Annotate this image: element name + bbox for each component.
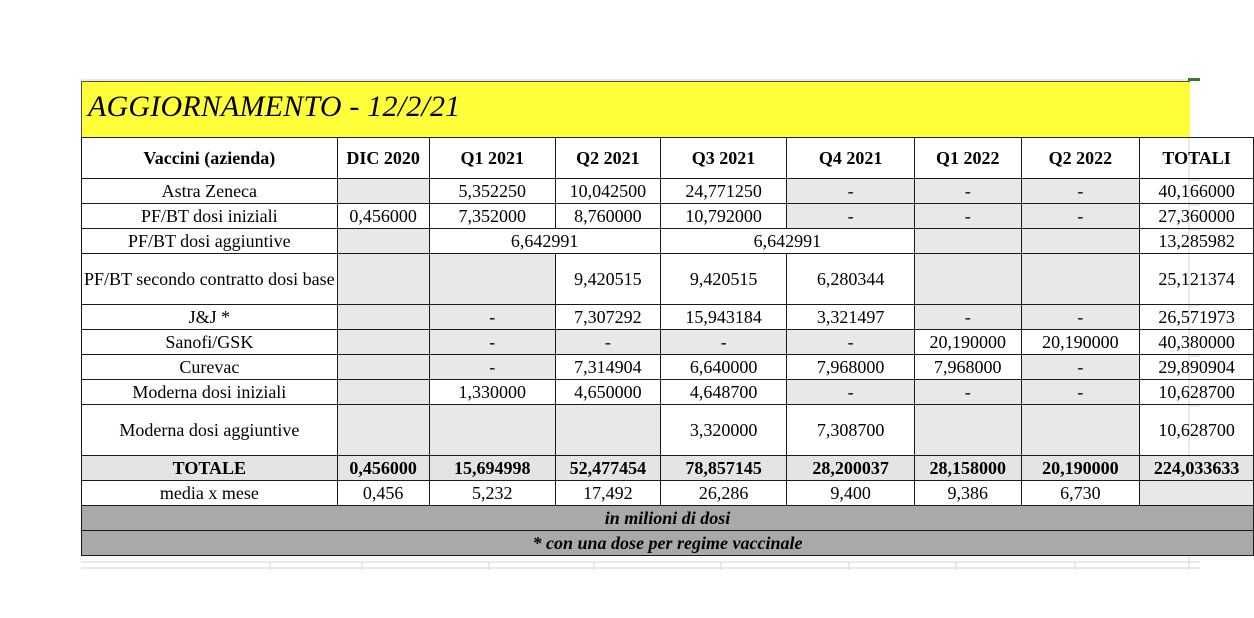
header-cell[interactable]: Q1 2021 xyxy=(429,138,556,179)
table-cell[interactable] xyxy=(337,355,429,380)
table-row xyxy=(82,380,1254,405)
table-cell[interactable]: 26,571973 xyxy=(1140,305,1254,330)
table-cell[interactable]: 6,730 xyxy=(1021,481,1140,506)
table-cell[interactable] xyxy=(337,254,429,305)
table-cell[interactable]: 40,166000 xyxy=(1140,179,1254,204)
header-row xyxy=(82,138,1254,179)
table-cell[interactable] xyxy=(337,229,429,254)
table-cell[interactable]: PF/BT secondo contratto dosi base xyxy=(82,254,338,305)
table-cell[interactable]: 1,330000 xyxy=(429,380,556,405)
table-cell[interactable]: - xyxy=(660,330,787,355)
table-cell[interactable]: - xyxy=(914,380,1021,405)
table-cell[interactable]: TOTALE xyxy=(82,456,338,481)
table-cell[interactable]: - xyxy=(787,330,915,355)
table-cell[interactable]: 28,158000 xyxy=(914,456,1021,481)
table-row xyxy=(82,254,1254,305)
header-cell[interactable]: Vaccini (azienda) xyxy=(82,138,338,179)
table-cell[interactable] xyxy=(556,405,661,456)
average-row xyxy=(82,481,1254,506)
table-cell[interactable]: 10,792000 xyxy=(660,204,787,229)
table-cell[interactable]: 7,307292 xyxy=(556,305,661,330)
table-cell[interactable]: - xyxy=(1021,204,1140,229)
table-cell[interactable]: - xyxy=(914,305,1021,330)
table-cell[interactable]: - xyxy=(914,179,1021,204)
note-row xyxy=(82,506,1254,531)
table-row xyxy=(82,355,1254,380)
table-cell[interactable]: - xyxy=(429,330,556,355)
table-cell[interactable] xyxy=(337,380,429,405)
header-cell[interactable]: TOTALI xyxy=(1140,138,1254,179)
table-cell[interactable]: - xyxy=(787,380,915,405)
table-cell[interactable]: 10,042500 xyxy=(556,179,661,204)
table-cell[interactable] xyxy=(1021,254,1140,305)
table-row xyxy=(82,330,1254,355)
table-cell[interactable]: 6,280344 xyxy=(787,254,915,305)
table-row xyxy=(82,305,1254,330)
table-cell[interactable]: 29,890904 xyxy=(1140,355,1254,380)
table-cell[interactable]: 3,321497 xyxy=(787,305,915,330)
table-cell[interactable] xyxy=(914,405,1021,456)
table-cell[interactable]: 7,308700 xyxy=(787,405,915,456)
table-cell[interactable]: 28,200037 xyxy=(787,456,915,481)
table-cell[interactable] xyxy=(429,254,556,305)
table-cell[interactable] xyxy=(1140,481,1254,506)
table-row xyxy=(82,405,1254,456)
table-cell[interactable]: 10,628700 xyxy=(1140,405,1254,456)
table-row xyxy=(82,204,1254,229)
table-cell[interactable]: 20,190000 xyxy=(914,330,1021,355)
table-cell[interactable] xyxy=(1021,405,1140,456)
table-cell[interactable]: 4,650000 xyxy=(556,380,661,405)
table-cell[interactable]: Moderna dosi iniziali xyxy=(82,380,338,405)
vaccine-dose-table xyxy=(81,137,1254,556)
header-cell[interactable]: Q1 2022 xyxy=(914,138,1021,179)
table-cell[interactable]: 0,456000 xyxy=(337,204,429,229)
table-cell[interactable]: 15,694998 xyxy=(429,456,556,481)
table-cell[interactable]: 7,352000 xyxy=(429,204,556,229)
table-cell[interactable]: - xyxy=(556,330,661,355)
table-cell[interactable]: - xyxy=(1021,179,1140,204)
merged-cell[interactable]: 6,642991 xyxy=(660,229,914,254)
table-cell[interactable]: PF/BT dosi iniziali xyxy=(82,204,338,229)
header-cell[interactable]: Q2 2021 xyxy=(556,138,661,179)
table-cell[interactable]: - xyxy=(1021,380,1140,405)
table-cell[interactable]: 9,420515 xyxy=(660,254,787,305)
table-cell[interactable]: J&J * xyxy=(82,305,338,330)
table-cell[interactable]: 27,360000 xyxy=(1140,204,1254,229)
note-row xyxy=(82,531,1254,556)
header-cell[interactable]: DIC 2020 xyxy=(337,138,429,179)
table-cell[interactable]: media x mese xyxy=(82,481,338,506)
units-note[interactable]: in milioni di dosi xyxy=(82,506,1254,531)
table-cell[interactable]: 9,400 xyxy=(787,481,915,506)
table-cell[interactable] xyxy=(914,229,1021,254)
table-cell[interactable]: 0,456 xyxy=(337,481,429,506)
table-cell[interactable]: - xyxy=(429,355,556,380)
table-cell[interactable]: 13,285982 xyxy=(1140,229,1254,254)
table-cell[interactable]: 26,286 xyxy=(660,481,787,506)
table-cell[interactable]: - xyxy=(914,204,1021,229)
table-cell[interactable]: Moderna dosi aggiuntive xyxy=(82,405,338,456)
table-cell[interactable] xyxy=(337,330,429,355)
header-cell[interactable]: Q2 2022 xyxy=(1021,138,1140,179)
table-cell[interactable]: 6,640000 xyxy=(660,355,787,380)
table-cell[interactable]: - xyxy=(1021,355,1140,380)
table-cell[interactable]: 5,232 xyxy=(429,481,556,506)
header-cell[interactable]: Q3 2021 xyxy=(660,138,787,179)
table-cell[interactable] xyxy=(429,405,556,456)
table-cell[interactable]: 25,121374 xyxy=(1140,254,1254,305)
table-cell[interactable]: 24,771250 xyxy=(660,179,787,204)
table-cell[interactable]: - xyxy=(787,204,915,229)
table-cell[interactable]: PF/BT dosi aggiuntive xyxy=(82,229,338,254)
table-row xyxy=(82,179,1254,204)
table-row xyxy=(82,229,1254,254)
regime-note[interactable]: * con una dose per regime vaccinale xyxy=(82,531,1254,556)
table-cell[interactable]: 3,320000 xyxy=(660,405,787,456)
table-cell[interactable] xyxy=(1021,229,1140,254)
table-cell[interactable] xyxy=(914,254,1021,305)
title-banner xyxy=(81,81,1190,138)
table-cell[interactable]: Sanofi/GSK xyxy=(82,330,338,355)
table-cell[interactable]: - xyxy=(429,305,556,330)
table-cell[interactable]: 52,477454 xyxy=(556,456,661,481)
total-row xyxy=(82,456,1254,481)
table-cell[interactable]: 4,648700 xyxy=(660,380,787,405)
table-cell[interactable]: 7,968000 xyxy=(914,355,1021,380)
table-cell[interactable]: 20,190000 xyxy=(1021,456,1140,481)
table-cell[interactable]: - xyxy=(1021,305,1140,330)
table-cell[interactable]: Astra Zeneca xyxy=(82,179,338,204)
table-cell[interactable] xyxy=(337,305,429,330)
page-title: AGGIORNAMENTO - 12/2/21 xyxy=(88,90,461,123)
header-cell[interactable]: Q4 2021 xyxy=(787,138,915,179)
table-cell[interactable]: 40,380000 xyxy=(1140,330,1254,355)
table-cell[interactable]: 8,760000 xyxy=(556,204,661,229)
table-cell[interactable]: 15,943184 xyxy=(660,305,787,330)
table-cell[interactable]: 9,386 xyxy=(914,481,1021,506)
table-cell[interactable]: 17,492 xyxy=(556,481,661,506)
table-cell[interactable]: 5,352250 xyxy=(429,179,556,204)
table-cell[interactable]: 7,968000 xyxy=(787,355,915,380)
table-cell[interactable]: 20,190000 xyxy=(1021,330,1140,355)
table-cell[interactable]: 224,033633 xyxy=(1140,456,1254,481)
table-cell[interactable]: 10,628700 xyxy=(1140,380,1254,405)
table-cell[interactable]: Curevac xyxy=(82,355,338,380)
table-cell[interactable]: 78,857145 xyxy=(660,456,787,481)
table-cell[interactable]: 9,420515 xyxy=(556,254,661,305)
table-cell[interactable] xyxy=(337,405,429,456)
table-cell[interactable] xyxy=(337,179,429,204)
table-cell[interactable]: - xyxy=(787,179,915,204)
table-cell[interactable]: 7,314904 xyxy=(556,355,661,380)
merged-cell[interactable]: 6,642991 xyxy=(429,229,660,254)
table-cell[interactable]: 0,456000 xyxy=(337,456,429,481)
